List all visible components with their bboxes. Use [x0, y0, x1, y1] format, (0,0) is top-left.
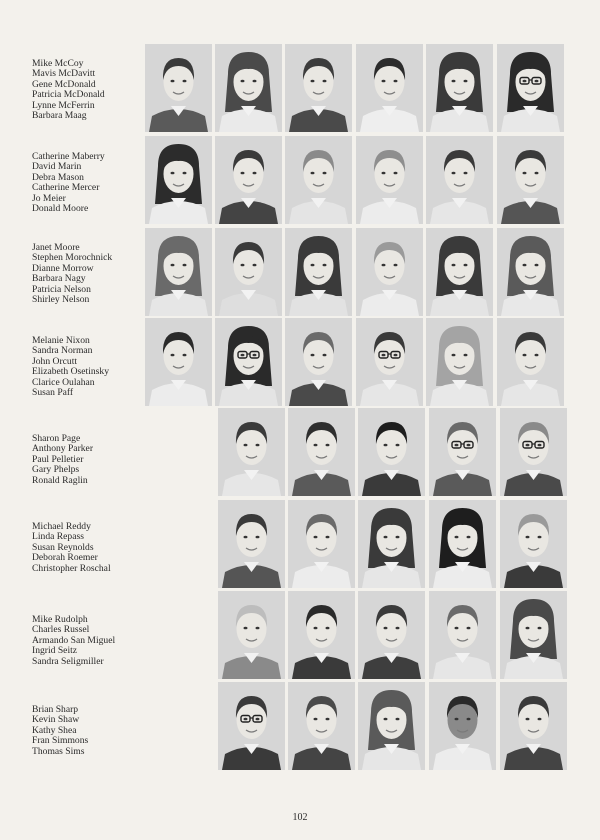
- student-portrait: [145, 228, 212, 316]
- page-number: 102: [292, 812, 308, 823]
- student-name: Christopher Roschal: [32, 562, 111, 574]
- student-name: Anthony Parker: [32, 443, 94, 455]
- student-name: Thomas Sims: [32, 745, 85, 757]
- student-portrait: [497, 228, 564, 316]
- name-list: [32, 152, 105, 214]
- student-portrait: [288, 591, 355, 679]
- student-name: Barbara Nagy: [32, 273, 86, 285]
- student-portrait: [356, 136, 423, 224]
- student-name: Mavis McDavitt: [32, 68, 96, 80]
- student-name: Donald Moore: [32, 202, 89, 214]
- student-portrait: [288, 408, 355, 496]
- student-name: Sandra Seligmiller: [32, 655, 104, 667]
- student-portrait: [145, 318, 212, 406]
- student-portrait: [358, 591, 425, 679]
- student-name: Melanie Nixon: [32, 335, 90, 346]
- student-name: Gary Phelps: [32, 464, 80, 476]
- student-portrait: [426, 136, 493, 224]
- name-list: [32, 434, 93, 486]
- student-portrait: [426, 318, 493, 406]
- student-portrait: [497, 44, 564, 132]
- name-list: [32, 336, 109, 398]
- student-portrait: [500, 591, 567, 679]
- student-name: John Orcutt: [32, 355, 78, 367]
- student-portrait: [356, 228, 423, 316]
- student-portrait: [218, 682, 285, 770]
- student-portrait: [500, 500, 567, 588]
- student-name: Stephen Morochnick: [32, 252, 113, 264]
- student-portrait: [500, 682, 567, 770]
- student-portrait: [215, 44, 282, 132]
- student-name: Elizabeth Osetinsky: [32, 366, 109, 378]
- student-portrait: [426, 44, 493, 132]
- student-portrait: [218, 408, 285, 496]
- student-name: Mike Rudolph: [32, 614, 88, 625]
- student-portrait: [145, 44, 212, 132]
- student-portrait: [215, 136, 282, 224]
- student-name: Susan Reynolds: [32, 541, 94, 553]
- student-name: Gene McDonald: [32, 78, 96, 90]
- student-name: Brian Sharp: [32, 704, 79, 715]
- student-name: Dianne Morrow: [32, 262, 94, 274]
- student-portrait: [497, 136, 564, 224]
- name-list: [32, 243, 112, 305]
- student-name: Ingrid Seitz: [32, 645, 78, 657]
- student-portrait: [288, 500, 355, 588]
- student-name: Patricia Nelson: [32, 283, 91, 295]
- student-name: Janet Moore: [32, 242, 80, 253]
- student-portrait: [285, 136, 352, 224]
- student-portrait: [218, 591, 285, 679]
- student-name: Fran Simmons: [32, 735, 89, 747]
- student-portrait: [356, 318, 423, 406]
- student-portrait: [288, 682, 355, 770]
- name-list: [32, 705, 88, 757]
- student-name: David Marin: [32, 161, 82, 173]
- student-name: Clarice Oulahan: [32, 376, 95, 388]
- student-name: Catherine Maberry: [32, 151, 105, 162]
- student-portrait: [429, 500, 496, 588]
- student-portrait: [356, 44, 423, 132]
- student-name: Patricia McDonald: [32, 89, 105, 101]
- student-name: Shirley Nelson: [32, 293, 90, 305]
- student-portrait: [215, 228, 282, 316]
- student-name: Debra Mason: [32, 171, 84, 183]
- student-portrait: [500, 408, 567, 496]
- student-name: Kathy Shea: [32, 724, 77, 736]
- student-name: Sandra Norman: [32, 345, 93, 357]
- student-name: Paul Pelletier: [32, 453, 84, 465]
- student-portrait: [285, 228, 352, 316]
- student-name: Susan Paff: [32, 386, 74, 398]
- student-portrait: [358, 500, 425, 588]
- student-name: Barbara Maag: [32, 109, 87, 121]
- student-name: Linda Repass: [32, 531, 84, 543]
- name-list: [32, 522, 111, 574]
- student-portrait: [218, 500, 285, 588]
- student-portrait: [358, 408, 425, 496]
- student-name: Catherine Mercer: [32, 182, 100, 194]
- student-portrait: [285, 44, 352, 132]
- student-name: Kevin Shaw: [32, 714, 80, 726]
- student-name: Deborah Roemer: [32, 552, 98, 564]
- student-name: Ronald Raglin: [32, 474, 88, 486]
- student-portrait: [426, 228, 493, 316]
- student-portrait: [358, 682, 425, 770]
- student-portrait: [429, 682, 496, 770]
- student-portrait: [215, 318, 282, 406]
- student-portrait: [285, 318, 352, 406]
- student-name: Mike McCoy: [32, 58, 84, 69]
- student-name: Sharon Page: [32, 433, 81, 444]
- name-list: [32, 615, 115, 667]
- student-name: Jo Meier: [32, 192, 66, 204]
- student-portrait: [429, 591, 496, 679]
- student-portrait: [429, 408, 496, 496]
- name-list: [32, 59, 105, 121]
- student-portrait: [497, 318, 564, 406]
- student-name: Charles Russel: [32, 624, 90, 636]
- student-name: Armando San Miguel: [32, 634, 116, 646]
- student-name: Michael Reddy: [32, 521, 91, 532]
- student-portrait: [145, 136, 212, 224]
- student-name: Lynne McFerrin: [32, 99, 95, 111]
